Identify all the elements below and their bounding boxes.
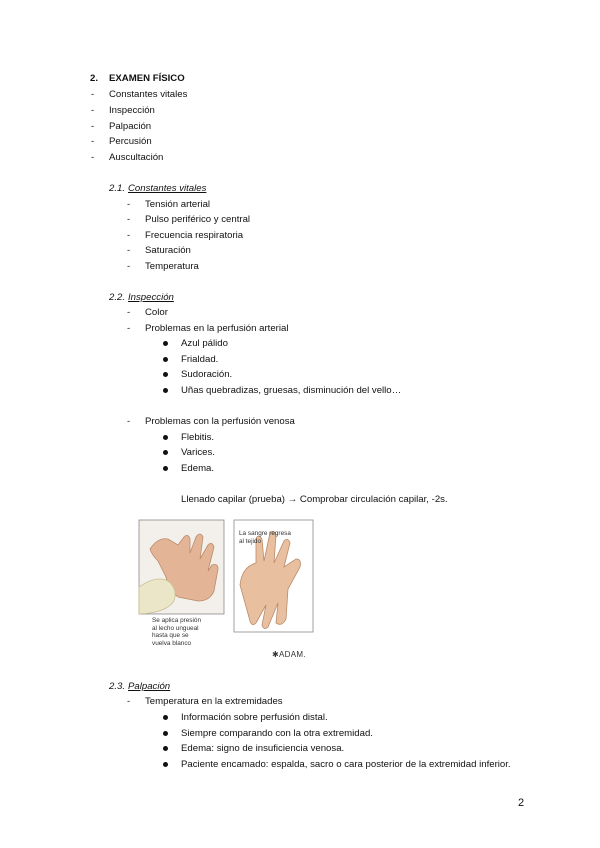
subsection-number: 2.3.	[109, 681, 126, 692]
bullet-icon	[163, 435, 168, 440]
llenado-capilar-text: Llenado capilar (prueba) → Comprobar circulación capilar, -2s.	[181, 494, 448, 505]
list-item: Inspección	[109, 105, 155, 116]
bullet-icon	[163, 357, 168, 362]
dash: -	[127, 230, 131, 241]
bullet-icon	[163, 388, 168, 393]
subsection-title: Constantes vitales	[128, 183, 207, 194]
list-item: Tensión arterial	[145, 199, 211, 210]
bullet-item: Edema: signo de insuficiencia venosa.	[181, 743, 345, 754]
list-item: Pulso periférico y central	[145, 214, 251, 225]
subsection-number: 2.2.	[109, 292, 126, 303]
dash: -	[127, 323, 131, 334]
list-item: Problemas en la perfusión arterial	[145, 323, 289, 334]
list-item: Constantes vitales	[109, 89, 188, 100]
list-item: Palpación	[109, 121, 152, 132]
bullet-icon	[163, 341, 168, 346]
dash: -	[91, 152, 95, 163]
list-item: Color	[145, 307, 168, 318]
bullet-item: Flebitis.	[181, 432, 215, 443]
list-item: Percusión	[109, 136, 152, 147]
list-item: Temperatura en la extremidades	[145, 696, 283, 707]
dash: -	[91, 105, 95, 116]
dash: -	[127, 416, 131, 427]
bullet-icon	[163, 372, 168, 377]
figure-caption-left: Se aplica presión al lecho ungueal hasta que se vuelva blanco	[152, 617, 202, 647]
dash: -	[91, 136, 95, 147]
bullet-item: Paciente encamado: espalda, sacro o cara posterior de la extremidad inferior.	[181, 759, 511, 770]
dash: -	[127, 245, 131, 256]
list-item: Temperatura	[145, 261, 199, 272]
adam-logo: ✱ADAM.	[272, 650, 306, 659]
bullet-item: Información sobre perfusión distal.	[181, 712, 328, 723]
list-item: Auscultación	[109, 152, 164, 163]
section-number: 2.	[90, 73, 99, 84]
bullet-icon	[163, 746, 168, 751]
list-item: Saturación	[145, 245, 191, 256]
bullet-item: Uñas quebradizas, gruesas, disminución del vello…	[181, 385, 402, 396]
dash: -	[127, 696, 131, 707]
dash: -	[127, 199, 131, 210]
bullet-item: Varices.	[181, 447, 215, 458]
page-number: 2	[518, 797, 525, 809]
bullet-item: Sudoración.	[181, 369, 233, 380]
bullet-icon	[163, 466, 168, 471]
dash: -	[127, 214, 131, 225]
subsection-title: Inspección	[128, 292, 174, 303]
subsection-number: 2.1.	[109, 183, 126, 194]
bullet-icon	[163, 731, 168, 736]
bullet-item: Azul pálido	[181, 338, 228, 349]
bullet-item: Frialdad.	[181, 354, 219, 365]
figure-caption-right: La sangre regresa al tejido	[239, 530, 291, 545]
list-item: Frecuencia respiratoria	[145, 230, 244, 241]
list-item: Problemas con la perfusión venosa	[145, 416, 295, 427]
bullet-icon	[163, 450, 168, 455]
dash: -	[127, 307, 131, 318]
dash: -	[91, 89, 95, 100]
subsection-title: Palpación	[128, 681, 171, 692]
bullet-icon	[163, 715, 168, 720]
bullet-icon	[163, 762, 168, 767]
dash: -	[91, 121, 95, 132]
bullet-item: Siempre comparando con la otra extremidad.	[181, 728, 373, 739]
dash: -	[127, 261, 131, 272]
section-title: EXAMEN FÍSICO	[109, 73, 185, 84]
bullet-item: Edema.	[181, 463, 215, 474]
